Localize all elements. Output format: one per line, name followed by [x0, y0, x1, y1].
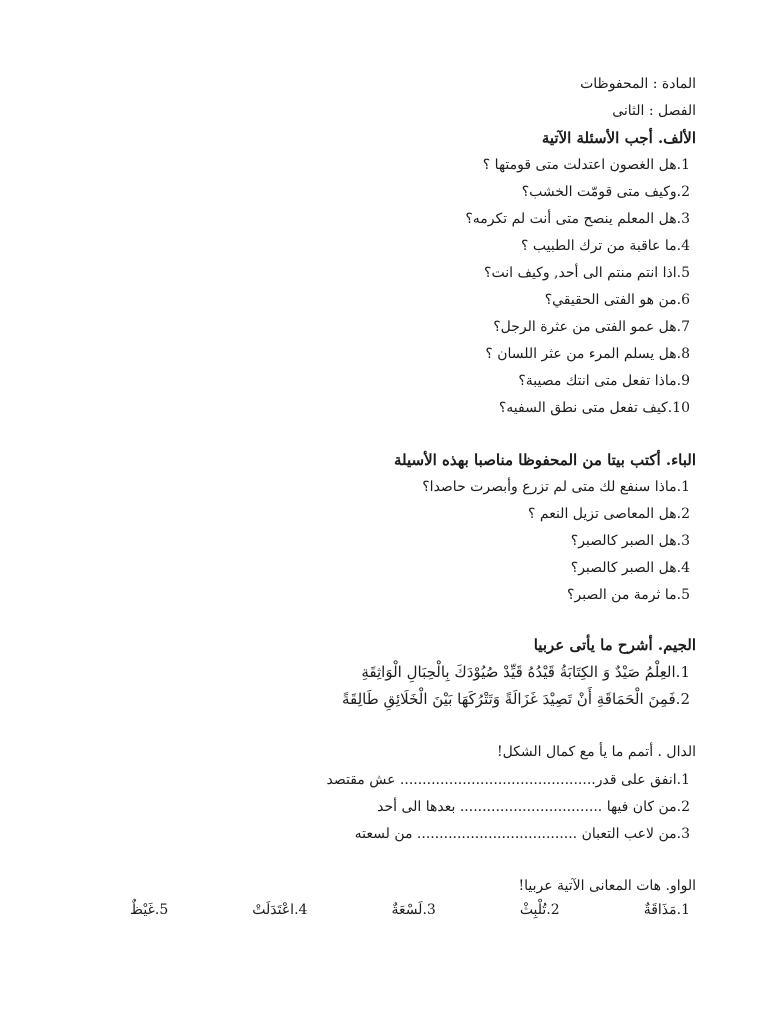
section-e-heading: الواو. هات المعانى الآتية عربيا!: [518, 878, 696, 894]
verse-2: [96, 689, 696, 709]
question-number: 1.: [676, 479, 690, 495]
question-a-5: [96, 263, 696, 283]
question-number: 10.: [667, 400, 690, 416]
question-number: 3.: [676, 211, 690, 227]
question-b-1: [96, 477, 696, 497]
question-text: كيف تفعل متى نطق السفيه؟: [498, 400, 668, 416]
question-a-1: [96, 155, 696, 175]
question-number: 4.: [676, 560, 690, 576]
question-a-4: [96, 236, 696, 256]
fill-item-3: [96, 824, 696, 844]
fill-text: انفق على قدر............................................ عش مقتصد: [326, 772, 677, 788]
question-text: هل الصبر كالصبر؟: [570, 533, 677, 549]
question-b-3: [96, 531, 696, 551]
question-b-5: [96, 585, 696, 605]
vocab-word: لَسْعَةٌ: [391, 902, 423, 918]
question-number: 7.: [676, 319, 690, 335]
vocab-item-1: [644, 902, 696, 924]
question-number: 2.: [676, 506, 690, 522]
question-number: 5.: [676, 587, 690, 603]
vocab-item-4: [252, 902, 313, 924]
question-b-4: [96, 558, 696, 578]
verse-1: [96, 662, 696, 682]
question-text: هل عمو الفتى من عثرة الرجل؟: [493, 319, 677, 335]
question-text: ما عاقبة من ترك الطبيب ؟: [520, 238, 677, 254]
vocab-number: 1.: [676, 902, 690, 918]
question-text: هل المعلم ينصح متى أنت لم تكرمه؟: [465, 211, 677, 227]
question-text: ماذا تفعل متى انتك مصيبة؟: [518, 373, 677, 389]
question-text: هل يسلم المرء من عثر اللسان ؟: [485, 346, 677, 362]
question-text: هل الصبر كالصبر؟: [570, 560, 677, 576]
subject-line: المادة : المحفوظات: [580, 76, 696, 92]
question-a-6: [96, 290, 696, 310]
vocabulary-row: [130, 902, 696, 924]
verse-text: فَمِنَ الْحَمَاقَةِ أَنْ تَصِيْدَ غَزَالَةً وَتَتْرُكَهَا بَيْنَ الْخَلَائِقِ طَالِقَةً: [341, 690, 676, 708]
fill-number: 3.: [676, 826, 690, 842]
vocab-number: 3.: [422, 902, 436, 918]
question-number: 2.: [676, 184, 690, 200]
fill-item-1: [96, 770, 696, 790]
question-text: هل المعاصى تزيل النعم ؟: [528, 506, 677, 522]
question-number: 9.: [676, 373, 690, 389]
vocab-item-5: [130, 902, 174, 924]
question-a-2: [96, 182, 696, 202]
question-a-7: [96, 317, 696, 337]
question-text: ماذا سنفع لك متى لم تزرع وأبصرت حاصدا؟: [422, 479, 677, 495]
section-c-heading: الجيم. أشرح ما يأتى عربيا: [533, 636, 696, 654]
vocab-word: مَذَاقَةٌ: [643, 902, 677, 918]
question-number: 4.: [676, 238, 690, 254]
vocab-number: 2.: [546, 902, 560, 918]
fill-number: 2.: [676, 799, 690, 815]
question-text: من هو الفتى الحقيقي؟: [544, 292, 677, 308]
question-number: 3.: [676, 533, 690, 549]
chapter-line: الفصل : الثانى: [612, 103, 696, 119]
question-number: 1.: [676, 157, 690, 173]
vocab-word: تُلْبِثْ: [519, 902, 547, 918]
vocab-word: اعْتَدَلَتْ: [252, 902, 295, 918]
question-text: هل الغصون اعتدلت متى قومتها ؟: [482, 157, 677, 173]
vocab-number: 5.: [154, 902, 169, 918]
vocab-word: غَيْظٌ: [130, 902, 155, 918]
fill-item-2: [96, 797, 696, 817]
vocab-item-3: [391, 902, 441, 924]
fill-text: من كان فيها ................................ بعدها الى أحد: [377, 799, 677, 815]
question-b-2: [96, 504, 696, 524]
question-number: 8.: [676, 346, 690, 362]
vocab-number: 4.: [294, 902, 308, 918]
section-d-heading: الدال . أتمم ما يأ مع كمال الشكل!: [496, 744, 696, 760]
verse-text: العِلْمُ صَيْدٌ وَ الكِتَابَةُ قَيْدُهُ قَيِّدْ صُيُوْدَكَ بِالْحِبَالِ الْوَاثِقَةِ: [361, 663, 676, 681]
section-b-heading: الباء. أكتب بيتا من المحفوظا مناصبا بهذه الأسيلة: [393, 451, 696, 469]
question-text: اذا انتم منتم الى أحد, وكيف انت؟: [484, 265, 677, 281]
question-number: 6.: [676, 292, 690, 308]
question-a-8: [96, 344, 696, 364]
question-text: ما ثرمة من الصبر؟: [567, 587, 677, 603]
verse-number: 2.: [675, 690, 690, 708]
question-a-3: [96, 209, 696, 229]
section-a-heading: الألف. أجب الأسئلة الآتية: [541, 129, 696, 147]
fill-text: من لاعب التعبان .................................... من لسعته: [354, 826, 677, 842]
fill-number: 1.: [676, 772, 690, 788]
question-number: 5.: [676, 265, 690, 281]
vocab-item-2: [520, 902, 566, 924]
question-a-10: [96, 398, 696, 418]
question-text: وكيف متى قومّت الخشب؟: [521, 184, 677, 200]
verse-number: 1.: [675, 663, 690, 681]
question-a-9: [96, 371, 696, 391]
